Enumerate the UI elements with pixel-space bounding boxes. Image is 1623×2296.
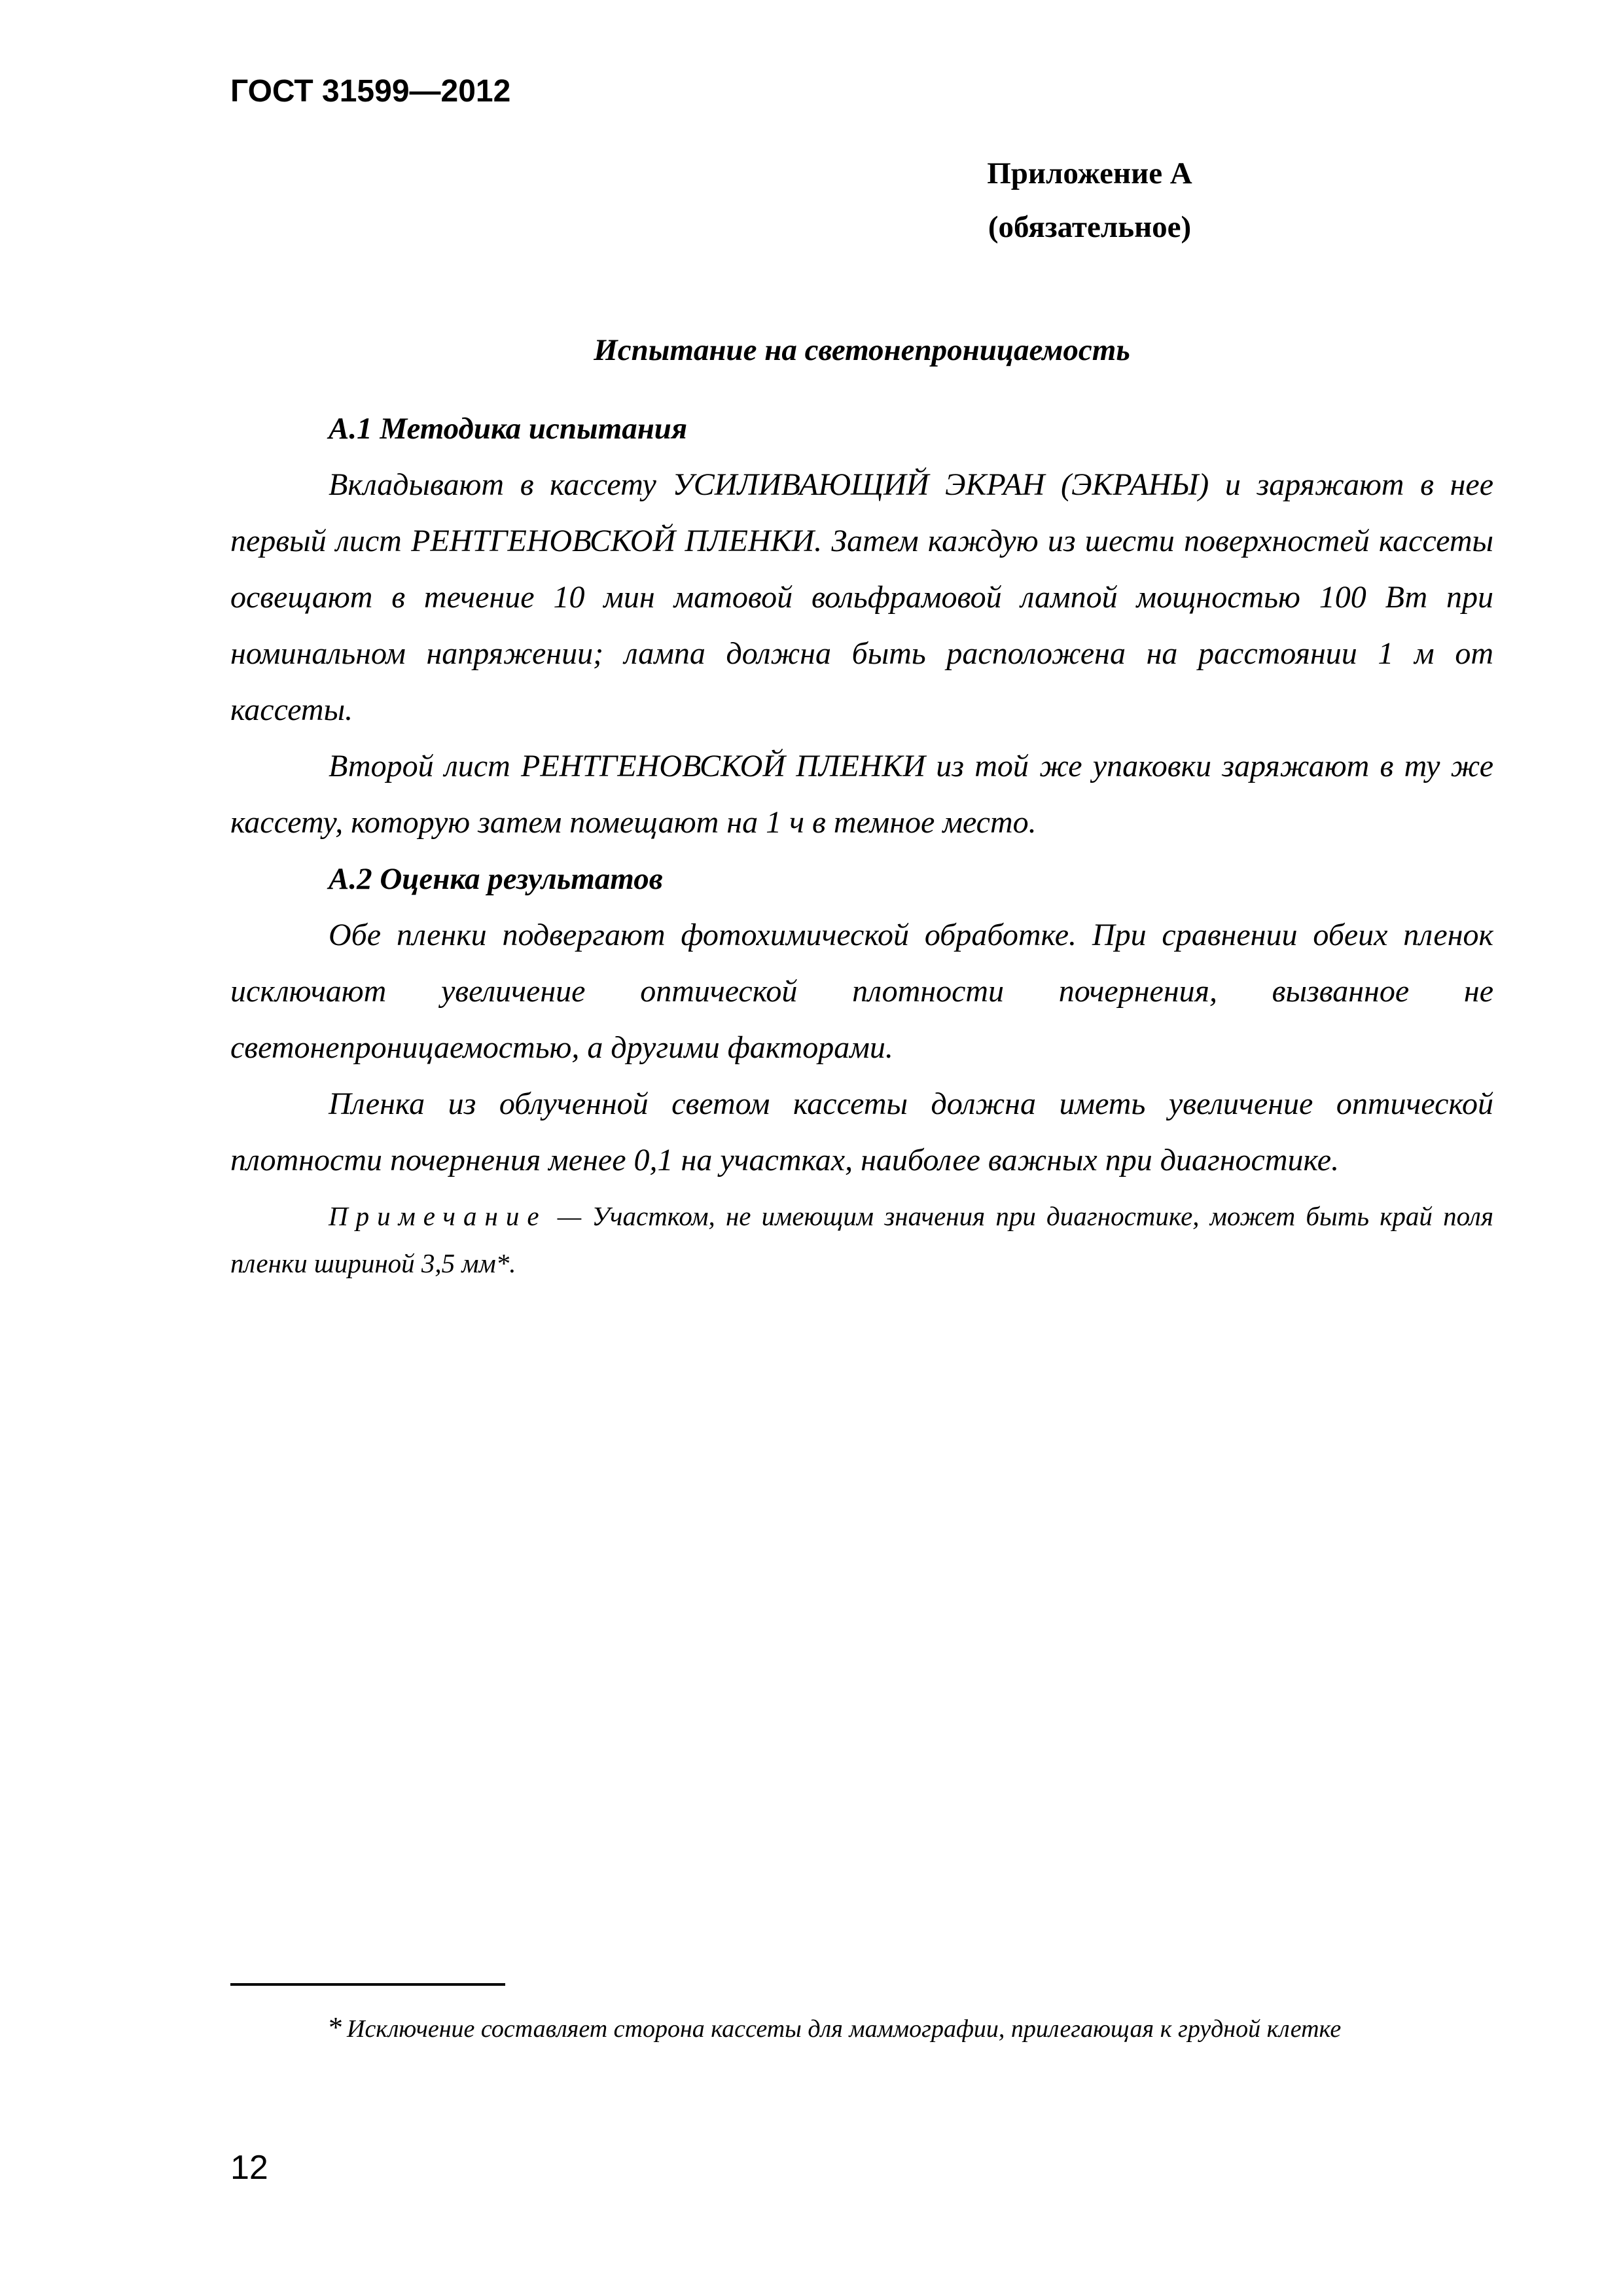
note bbox=[230, 1193, 1493, 1287]
footnote-mark: * bbox=[329, 2011, 343, 2043]
section-heading-a1: А.1 Методика испытания bbox=[329, 412, 688, 446]
document-body bbox=[230, 401, 1493, 1287]
paragraph: Обе пленки подвергают фотохимической обработке. При сравнении обеих пленок исключают увеличение оптической плотности почернения, вызванное не светонепроницаемостью, а другими факторами. bbox=[230, 918, 1493, 1065]
section-heading-a2: А.2 Оценка результатов bbox=[329, 862, 663, 896]
note-text: — Участком, не имеющим значения при диагностике, может быть край поля пленки шириной 3,5 мм*. bbox=[230, 1201, 1493, 1278]
page-number: 12 bbox=[230, 2149, 268, 2187]
paragraph: Вкладывают в кассету УСИЛИВАЮЩИЙ ЭКРАН (ЭКРАНЫ) и заряжают в нее первый лист РЕНТГЕНОВСКОЙ ПЛЕНКИ. Затем каждую из шести поверхностей кассеты освещают в течение 10 мин матовой вольфрамовой лампой мощностью 100 Вт при номинальном напряжении; лампа должна быть расположена на расстоянии 1 м от кассеты. bbox=[230, 467, 1493, 727]
appendix-type: (обязательное) bbox=[988, 210, 1192, 244]
appendix-title: Испытание на светонепроницаемость bbox=[594, 333, 1130, 367]
footnote bbox=[329, 2011, 1493, 2044]
footnote-text: Исключение составляет сторона кассеты для маммографии, прилегающая к грудной клетке bbox=[347, 2015, 1342, 2043]
paragraph: Пленка из облученной светом кассеты должна иметь увеличение оптической плотности почернения менее 0,1 на участках, наиболее важных при диагностике. bbox=[230, 1086, 1493, 1177]
footnote-divider bbox=[230, 1983, 505, 1986]
paragraph: Второй лист РЕНТГЕНОВСКОЙ ПЛЕНКИ из той же упаковки заряжают в ту же кассету, которую затем помещают на 1 ч в темное место. bbox=[230, 749, 1493, 840]
document-header: ГОСТ 31599—2012 bbox=[230, 74, 511, 109]
appendix-name: Приложение А bbox=[987, 156, 1192, 190]
note-label: Примечание bbox=[329, 1201, 547, 1231]
